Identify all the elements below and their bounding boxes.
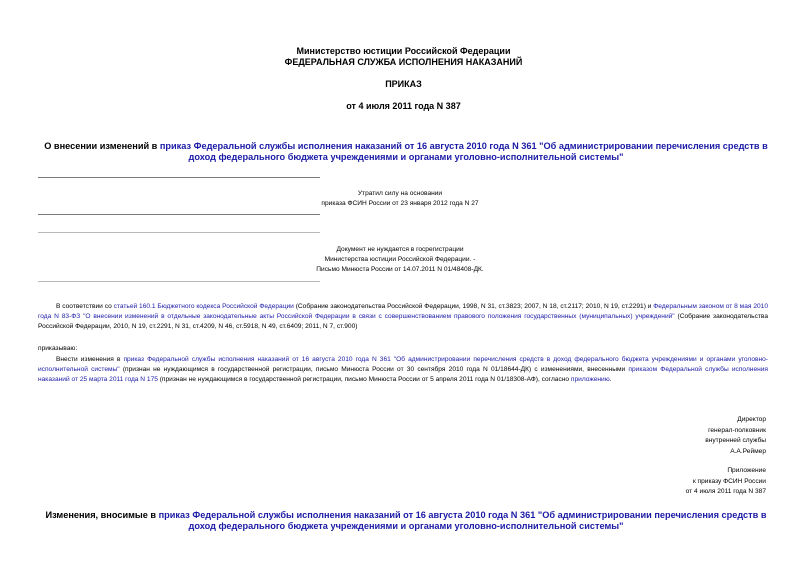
appendix-order: к приказу ФСИН России xyxy=(692,477,766,485)
preamble-text: (Собрание законодательства Российской Федерации, 2010, N 19, ст.2291, N 31, ст.4209, N 46, ст.5918, N 49, ст.6409; 2011, N 7, ст.900) xyxy=(38,313,768,330)
signature-position: Директор xyxy=(737,416,766,423)
service-heading: ФЕДЕРАЛЬНАЯ СЛУЖБА ИСПОЛНЕНИЯ НАКАЗАНИЙ xyxy=(284,57,523,67)
signature-service: внутренней службы xyxy=(705,437,766,444)
appendix-reference xyxy=(566,466,766,498)
ministry-heading: Министерство юстиции Российской Федерации xyxy=(296,46,511,56)
order-paragraph xyxy=(38,355,768,385)
separator-line xyxy=(38,177,320,178)
order-command: приказываю: xyxy=(38,345,78,352)
registration-note-line: Документ не нуждается в госрегистрации xyxy=(336,246,464,253)
document-title xyxy=(36,141,776,163)
appendix-title-link[interactable]: приказ Федеральной службы исполнения наказаний от 16 августа 2010 года N 361 "Об администрировании перечисления средств в доход федерального бюджета учреждениями и органами уголовно-исполнительной системы" xyxy=(158,510,767,531)
revocation-note-line: приказа ФСИН России от 23 января 2012 года N 27 xyxy=(321,200,479,207)
title-prefix: О внесении изменений в xyxy=(44,141,160,151)
separator-line xyxy=(38,214,320,215)
appendix-title-prefix: Изменения, вносимые в xyxy=(45,510,159,520)
title-order-link[interactable]: приказ Федеральной службы исполнения наказаний от 16 августа 2010 года N 361 "Об администрировании перечисления средств в доход федерального бюджета учреждениями и органами уголовно-исполнительной системы" xyxy=(159,141,768,162)
order-text: . xyxy=(609,376,612,383)
registration-note-line: Письмо Минюста России от 14.07.2011 N 01/48408-ДК. xyxy=(316,266,484,273)
preamble-text: В соответствии со xyxy=(56,303,114,310)
doc-type-heading: ПРИКАЗ xyxy=(385,79,422,89)
budget-code-link[interactable]: статьей 160.1 Бюджетного кодекса Российской Федерации xyxy=(113,303,294,310)
registration-note-line: Министерства юстиции Российской Федерации. - xyxy=(324,256,476,263)
separator-line xyxy=(38,281,320,282)
revocation-note xyxy=(300,189,500,209)
preamble-text: (Собрание законодательства Российской Федерации, 1998, N 31, ст.3823; 2007, N 18, ст.2117; 2010, N 19, ст.2291) и xyxy=(293,303,654,310)
revocation-note-line: Утратил силу на основании xyxy=(357,190,443,197)
order-361-link[interactable]: приказ Федеральной службы исполнения наказаний от 16 августа 2010 года N 361 "Об администрировании перечисления средств в доход федерального бюджета учреждениями и органами уголовно-исполнительной системы" xyxy=(38,356,768,373)
order-175-link[interactable]: приказом Федеральной службы исполнения наказаний от 25 марта 2011 года N 175 xyxy=(38,366,769,383)
preamble-paragraph xyxy=(38,302,768,332)
appendix-date: от 4 июля 2011 года N 387 xyxy=(685,488,766,495)
appendix-title xyxy=(36,510,776,532)
signature-block xyxy=(566,415,766,457)
appendix-link[interactable]: приложению xyxy=(570,376,610,383)
signature-name: А.А.Реймер xyxy=(730,447,766,455)
separator-line xyxy=(38,232,320,233)
order-text: (признан не нуждающимся в государственной регистрации, письмо Минюста России от 5 апреля 2011 года N 01/18308-АФ), согласно xyxy=(157,376,571,383)
appendix-label: Приложение xyxy=(727,467,766,474)
federal-law-link[interactable]: Федеральным законом от 8 мая 2010 года N 83-ФЗ "О внесении изменений в отдельные законодательные акты Российской Федерации в связи с совершенствованием правового положения государственных (муниципальных) учреждений" xyxy=(38,303,768,320)
signature-rank: генерал-полковник xyxy=(708,426,766,434)
order-text: Внести изменения в xyxy=(56,356,124,363)
doc-date-number: от 4 июля 2011 года N 387 xyxy=(346,101,461,111)
order-text: (признан не нуждающимся в государственной регистрации, письмо Минюста России от 30 сентября 2010 года N 01/18644-ДК) с изменениями, внесенными xyxy=(119,366,629,373)
registration-note xyxy=(300,245,500,275)
